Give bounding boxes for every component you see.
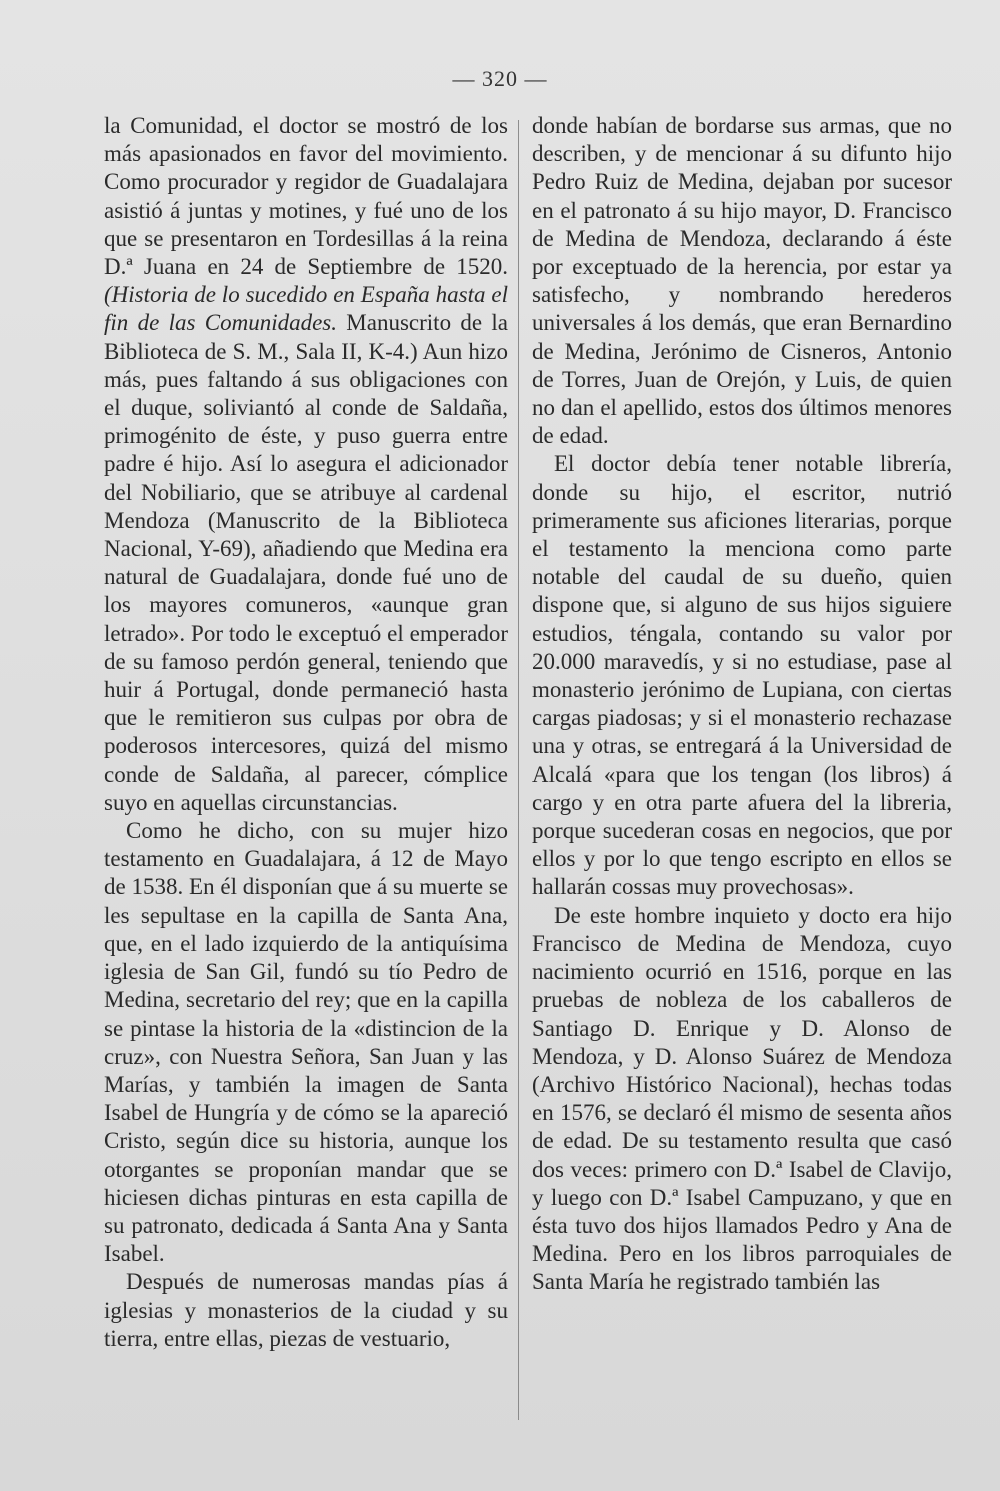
- left-paragraph-1-text-rest: Manuscrito de la Biblioteca de S. M., Sala II, K-4.) Aun hizo más, pues faltando á sus obligaciones con el duque, soliviantó al conde de Saldaña, primogénito de éste, y puso guerra entre padre é hijo. Así lo asegura el adicionador del Nobiliario, que se atribuye al cardenal Mendoza (Manuscrito de la Biblioteca Nacional, Y-69), añadiendo que Medina era natural de Guadalajara, donde fué uno de los mayores comuneros, «aunque gran letrado». Por todo le exceptuó el emperador de su famoso perdón general, teniendo que huir á Portugal, donde permaneció hasta que le remitieron sus culpas por obra de poderosos intercesores, quizá del mismo conde de Saldaña, al parecer, cómplice suyo en aquellas circunstancias.: [104, 310, 508, 815]
- left-paragraph-1-text: la Comunidad, el doctor se mostró de los más apasionados en favor del movimiento. Como procurador y regidor de Guadalajara asistió á juntas y motines, y fué uno de los que se presentaron en Tordesillas á la reina D.ª Juana en 24 de Septiembre de 1520.: [104, 113, 508, 280]
- right-paragraph-3: De este hombre inquieto y docto era hijo Francisco de Medina de Mendoza, cuyo nacimiento ocurrió en 1516, porque en las pruebas de nobleza de los caballeros de Santiago D. Enrique y D. Alonso de Mendoza, y D. Alonso Suárez de Mendoza (Archivo Histórico Nacional), hechas todas en 1576, se declaró él mismo de sesenta años de edad. De su testamento resulta que casó dos veces: primero con D.ª Isabel de Clavijo, y luego con D.ª Isabel Campuzano, y que en ésta tuvo dos hijos llamados Pedro y Ana de Medina. Pero en los libros parroquiales de Santa María he registrado también las: [532, 902, 952, 1295]
- right-column: [532, 112, 952, 1297]
- right-paragraph-1: donde habían de bordarse sus armas, que no describen, y de mencionar á su difunto hijo Pedro Ruiz de Medina, dejaban por sucesor en el patronato á su hijo mayor, D. Francisco de Medina de Mendoza, declarando á éste por exceptuado de la herencia, por estar ya satisfecho, y nombrando herederos universales á los demás, que eran Bernardino de Medina, Jerónimo de Cisneros, Antonio de Torres, Juan de Orejón, y Luis, de quien no dan el apellido, estos dos últimos menores de edad.: [532, 113, 952, 449]
- left-paragraph-1: [104, 112, 508, 817]
- left-paragraph-3: Después de numerosas mandas pías á iglesias y monasterios de la ciudad y su tierra, entre ellas, piezas de vestuario,: [104, 1269, 508, 1351]
- column-divider: [518, 120, 519, 1420]
- left-paragraph-1-italic-citation: (Historia de lo sucedido en España hasta el fin de las Comunidades.: [104, 282, 508, 336]
- left-column: [104, 112, 508, 1353]
- right-paragraph-2: El doctor debía tener notable librería, donde su hijo, el escritor, nutrió primeramente sus aficiones literarias, porque el testamento la menciona como parte notable del caudal de su dueño, quien dispone que, si alguno de sus hijos siguiere estudios, téngala, contando su valor por 20.000 maravedís, y si no estudiase, pase al monasterio jerónimo de Lupiana, con ciertas cargas piadosas; y si el monasterio rechazase una y otras, se entregará á la Universidad de Alcalá «para que los tengan (los libros) á cargo y en otra parte afuera del la libreria, porque sucederan cosas en negocios, que por ellos y por lo que tengo escripto en ellos se hallarán cossas muy provechosas».: [532, 451, 952, 900]
- left-paragraph-2: Como he dicho, con su mujer hizo testamento en Guadalajara, á 12 de Mayo de 1538. En él disponían que á su muerte se les sepultase en la capilla de Santa Ana, que, en el lado izquierdo de la antiquísima iglesia de San Gil, fundó su tío Pedro de Medina, secretario del rey; que en la capilla se pintase la historia de la «distincion de la cruz», con Nuestra Señora, San Juan y las Marías, y también la imagen de Santa Isabel de Hungría y de cómo se la apareció Cristo, según dice su historia, aunque los otorgantes se proponían mandar que se hiciesen dichas pinturas en esta capilla de su patronato, dedicada á Santa Ana y Santa Isabel.: [104, 818, 508, 1267]
- page-number: — 320 —: [452, 66, 548, 91]
